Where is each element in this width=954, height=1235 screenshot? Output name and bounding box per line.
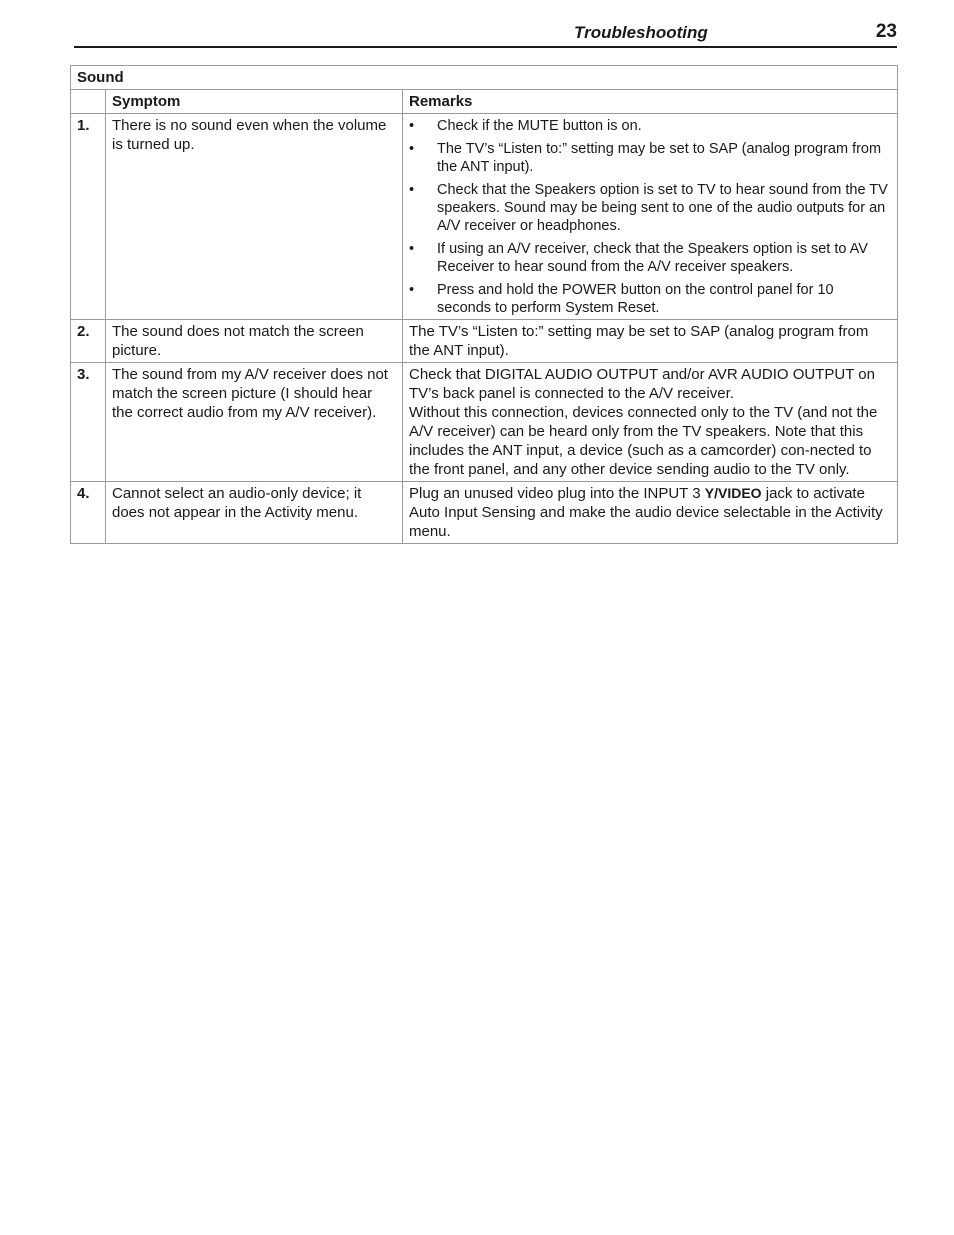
row-number: 4. <box>71 482 106 544</box>
remarks-cell <box>403 482 898 544</box>
symptom-cell: Cannot select an audio-only device; it does not appear in the Activity menu. <box>106 482 403 544</box>
table-title-row <box>71 66 898 90</box>
remarks-header: Remarks <box>403 90 898 114</box>
row-number: 1. <box>71 114 106 320</box>
symptom-cell: There is no sound even when the volume is turned up. <box>106 114 403 320</box>
number-header <box>71 90 106 114</box>
remark-bullet: • Check that the Speakers option is set to TV to hear sound from the TV speakers. Sound may be being sent to one of the audio outputs for an A/V receiver or headphones. <box>409 181 891 235</box>
remark-bullet: • Check if the MUTE button is on. <box>409 117 891 135</box>
jack-label: Y/VIDEO <box>704 485 762 501</box>
table-row <box>71 482 898 544</box>
page-header <box>74 20 897 48</box>
remarks-paragraph: Without this connection, devices connected only to the TV (and not the A/V receiver) can be heard only from the TV speakers. Note that this includes the ANT input, a device (such as a camcorder) con-nected to the front panel, and any other device sending audio to the TV only. <box>409 404 878 478</box>
remark-bullet: • If using an A/V receiver, check that the Speakers option is set to AV Receiver to hear sound from the A/V receiver speakers. <box>409 240 891 276</box>
row-number: 2. <box>71 320 106 363</box>
symptom-header: Symptom <box>106 90 403 114</box>
remark-bullet: • Press and hold the POWER button on the control panel for 10 seconds to perform System Reset. <box>409 281 891 317</box>
row-number: 3. <box>71 363 106 482</box>
symptom-cell: The sound from my A/V receiver does not match the screen picture (I should hear the correct audio from my A/V receiver). <box>106 363 403 482</box>
page-number: 23 <box>875 21 897 42</box>
troubleshooting-table <box>70 65 898 544</box>
remarks-cell <box>403 114 898 320</box>
table-title: Sound <box>71 66 898 90</box>
table-row <box>71 114 898 320</box>
table-row <box>71 320 898 363</box>
remarks-cell: The TV’s “Listen to:” setting may be set to SAP (analog program from the ANT input). <box>403 320 898 363</box>
remark-bullet: • The TV’s “Listen to:” setting may be set to SAP (analog program from the ANT input). <box>409 140 891 176</box>
remarks-text: jack to activate Auto Input Sensing and make the audio device selectable in the Activity menu. <box>409 485 883 540</box>
section-title: Troubleshooting <box>574 23 708 42</box>
remarks-bullet-list <box>409 117 891 317</box>
remarks-paragraph: Check that DIGITAL AUDIO OUTPUT and/or AVR AUDIO OUTPUT on TV’s back panel is connected to the A/V receiver. <box>409 366 875 402</box>
table-header-row <box>71 90 898 114</box>
symptom-cell: The sound does not match the screen picture. <box>106 320 403 363</box>
remarks-cell <box>403 363 898 482</box>
remarks-text: Plug an unused video plug into the INPUT 3 <box>409 485 705 502</box>
table-row <box>71 363 898 482</box>
